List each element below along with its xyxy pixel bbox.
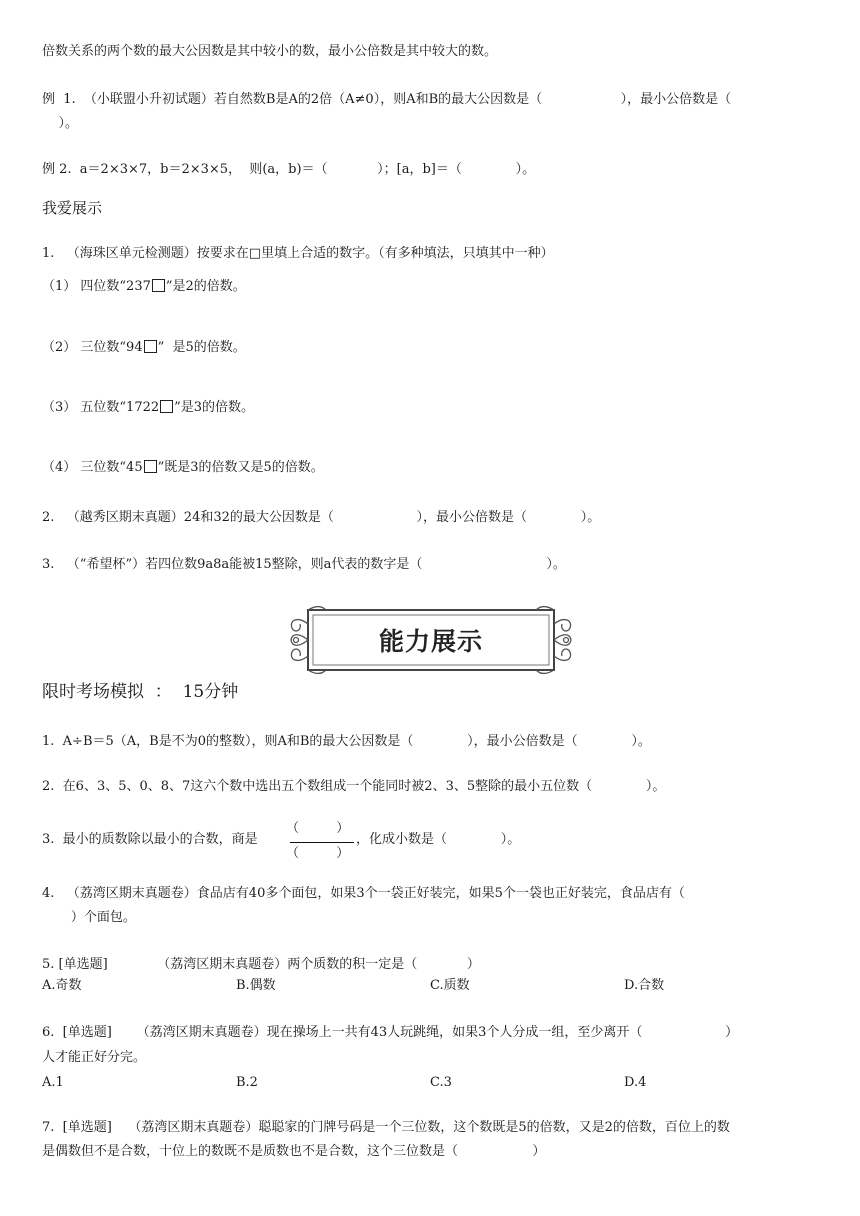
practice-3-prefix: 3. 最小的质数除以最小的合数，商是 [42,832,258,847]
option-c[interactable]: C.3 [430,1075,452,1090]
section-heading-mock: 限时考场模拟 ： 15分钟 [42,682,239,702]
practice-3-suffix: ，化成小数是（ ）。 [356,832,521,847]
sub-2-suffix: ” 是5的倍数。 [157,340,246,355]
question-1-sub-4 [42,458,324,478]
option-a[interactable]: A.1 [42,1075,64,1090]
intro-text: 倍数关系的两个数的最大公因数是其中较小的数，最小公倍数是其中较大的数。 [42,44,498,59]
practice-7-line-1: 7. [单选题] （荔湾区期末真题卷）聪聪家的门牌号码是一个三位数，这个数既是5的倍数，又是2的倍数，百位上的数 [42,1120,730,1135]
option-c[interactable]: C.质数 [430,978,470,993]
sub-2-prefix: （2） 三位数“94 [42,340,143,355]
question-1-title: 1. （海珠区单元检测题）按要求在□里填上合适的数字。（有多种填法，只填其中一种） [42,246,554,261]
banner-title: 能力展示 [378,627,483,656]
option-d[interactable]: D.合数 [624,978,665,993]
practice-1: 1. A÷B＝5（A，B是不为0的整数），则A和B的最大公因数是（ ），最小公倍数是（ ）。 [42,734,651,749]
answer-box[interactable] [160,400,173,413]
fraction-numerator: （ ） [286,821,350,836]
question-1-sub-2 [42,338,246,358]
question-3: 3. （“希望杯”）若四位数9a8a能被15整除，则a代表的数字是（ ）。 [42,557,566,572]
question-1-sub-3 [42,398,254,418]
question-2: 2. （越秀区期末真题）24和32的最大公因数是（ ），最小公倍数是（ ）。 [42,510,601,525]
example-1-line-2: ）。 [42,116,79,131]
option-d[interactable]: D.4 [624,1075,647,1090]
sub-3-prefix: （3） 五位数“1722 [42,400,160,415]
option-a[interactable]: A.奇数 [42,978,82,993]
sub-3-suffix: ”是3的倍数。 [174,400,255,415]
practice-6-line-2: 人才能正好分完。 [42,1050,147,1065]
answer-box[interactable] [144,460,157,473]
section-banner [286,604,576,676]
option-b[interactable]: B.偶数 [236,978,276,993]
fraction-blank [286,820,358,864]
sub-4-suffix: ”既是3的倍数又是5的倍数。 [157,460,324,475]
section-heading-show: 我爱展示 [42,199,103,217]
fraction-bar [290,842,354,843]
practice-4-line-2: ）个面包。 [42,910,136,925]
fraction-denominator: （ ） [286,846,350,861]
practice-7-line-2: 是偶数但不是合数，十位上的数既不是质数也不是合数，这个三位数是（ ） [42,1144,546,1159]
practice-4-line-1: 4. （荔湾区期末真题卷）食品店有40多个面包，如果3个一袋正好装完，如果5个一袋也正好装完，食品店有（ [42,886,685,901]
answer-box[interactable] [144,340,157,353]
option-b[interactable]: B.2 [236,1075,258,1090]
example-1-line-1: 例 1. （小联盟小升初试题）若自然数B是A的2倍（A≠0），则A和B的最大公因数是（ ），最小公倍数是（ [42,92,732,107]
sub-1-prefix: （1） 四位数“237 [42,279,151,294]
practice-6-line-1: 6. [单选题] （荔湾区期末真题卷）现在操场上一共有43人玩跳绳，如果3个人分成一组，至少离开（ ） [42,1025,739,1040]
sub-1-suffix: ”是2的倍数。 [165,279,246,294]
example-2: 例 2. a＝2×3×7，b＝2×3×5， 则(a，b)＝（ ）；[a，b]＝（ ）。 [42,162,536,177]
practice-5-stem: 5. [单选题] （荔湾区期末真题卷）两个质数的积一定是（ ） [42,957,480,972]
practice-2: 2. 在6、3、5、0、8、7这六个数中选出五个数组成一个能同时被2、3、5整除的最小五位数（ ）。 [42,779,666,794]
answer-box[interactable] [152,279,165,292]
question-1-sub-1 [42,277,246,297]
sub-4-prefix: （4） 三位数“45 [42,460,143,475]
